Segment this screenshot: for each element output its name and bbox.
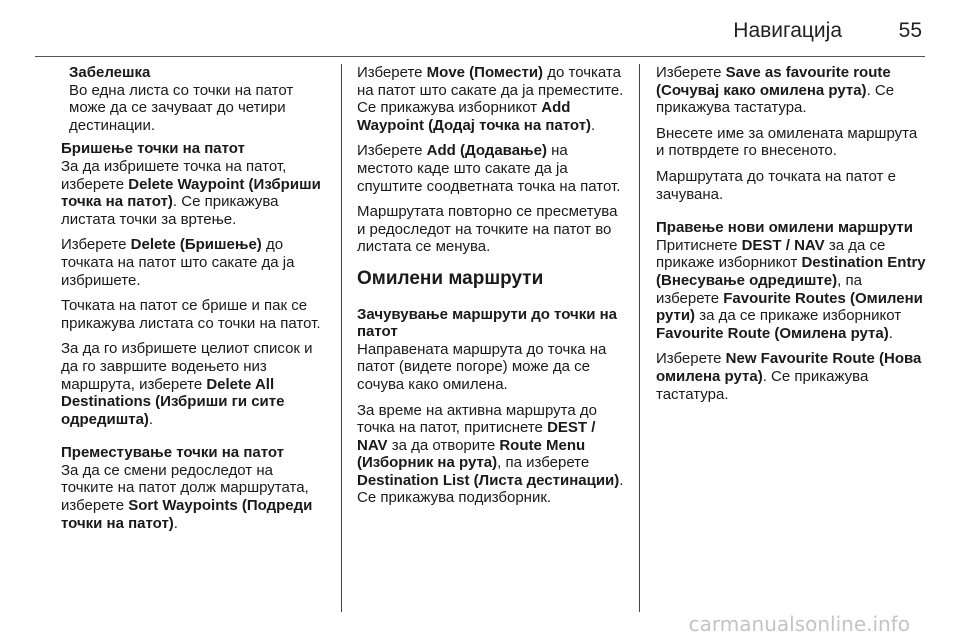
paragraph: Внесете име за омилената маршрута и потврдете го внесеното. xyxy=(656,124,918,160)
key-reference: DEST / NAV xyxy=(741,236,825,254)
menu-reference: Sort Waypoints (Подреди точки на патот) xyxy=(61,497,313,532)
paragraph: За да го избришете целиот список и да го завршите водењето низ маршрута, изберете Delete All Destinations (Избриши ги сите одредишта). xyxy=(61,340,313,428)
note-text: Во една листа со точки на патот може да се зачуваат до четири дестинации. xyxy=(69,81,294,134)
paragraph: Изберете New Favourite Route (Нова омилена рута). Се прикажува тастатура. xyxy=(656,350,922,403)
page-header xyxy=(0,0,960,56)
menu-reference: Delete (Бришење) xyxy=(130,236,262,254)
paragraph: Изберете Add (Додавање) на местото каде што сакате да ја спуштите соодветната точка на патот. xyxy=(357,142,621,195)
menu-reference: Favourite Route (Омилена рута) xyxy=(656,324,889,342)
column-3 xyxy=(656,64,926,612)
note-box xyxy=(61,64,329,134)
menu-reference: Delete Waypoint (Избриши точка на патот) xyxy=(61,175,321,211)
menu-reference: Delete All Destinations (Избриши ги сите одредишта) xyxy=(61,375,285,428)
section-heading: Бришење точки на патот xyxy=(61,140,245,158)
menu-reference: Add Waypoint (Додај точка на патот) xyxy=(357,99,592,134)
column-divider xyxy=(341,64,342,612)
menu-reference: Destination Entry (Внесување одредиште) xyxy=(656,254,926,289)
watermark: carmanualsonline.info xyxy=(688,612,910,636)
menu-reference: Destination List (Листа дестинации) xyxy=(357,471,620,489)
key-reference: DEST / NAV xyxy=(357,419,596,454)
paragraph: Изберете Save as favourite route (Сочувај како омилена рута). Се прикажува тастатура. xyxy=(656,64,895,117)
column-2 xyxy=(357,64,627,612)
page-number: 55 xyxy=(898,19,922,42)
paragraph: Точката на патот се брише и пак се прикажува листата со точки на патот. xyxy=(61,297,321,332)
menu-reference: Add (Додавање) xyxy=(426,142,547,160)
menu-reference: Move (Помести) xyxy=(426,64,544,81)
paragraph: За да се смени редоследот на точките на патот долж маршрутата, изберете Sort Waypoints (Подреди точки на патот). xyxy=(61,461,313,532)
section-heading: Зачувување маршрути до точки на патот xyxy=(357,305,618,341)
section-heading: Правење нови омилени маршрути xyxy=(656,219,913,237)
menu-reference: New Favourite Route (Нова омилена рута) xyxy=(656,350,922,385)
menu-reference: Favourite Routes (Омилени рути) xyxy=(656,289,923,325)
section-heading: Преместување точки на патот xyxy=(61,444,285,462)
column-1 xyxy=(61,64,329,612)
menu-reference: Route Menu (Изборник на рута) xyxy=(357,436,586,472)
section-title: Омилени маршрути xyxy=(357,267,544,289)
note-title: Забелешка xyxy=(69,64,151,81)
menu-reference: Save as favourite route (Сочувај како омилена рута) xyxy=(656,64,891,99)
paragraph: За време на активна маршрута до точка на патот, притиснете DEST / NAV за да отворите Route Menu (Изборник на рута), па изберете Destination List (Листа дестинации). Се прикажува подизборник. xyxy=(357,401,624,507)
paragraph: Маршрутата до точката на патот е зачувана. xyxy=(656,167,896,203)
page-title: Навигација xyxy=(733,19,842,42)
paragraph: Изберете Delete (Бришење) до точката на патот што сакате да ја избришете. xyxy=(61,236,295,289)
paragraph: Маршрутата повторно се пресметува и редоследот на точките на патот во листата се менува. xyxy=(357,203,618,256)
paragraph: Изберете Move (Помести) до точката на патот што сакате да ја преместите. Се прикажува изборникот Add Waypoint (Додај точка на патот). xyxy=(357,64,624,134)
column-divider xyxy=(639,64,640,612)
header-rule xyxy=(35,56,925,57)
paragraph: Направената маршрута до точка на патот (видете погоре) може да се сочува како омилена. xyxy=(357,340,607,393)
paragraph: Притиснете DEST / NAV за да се прикаже изборникот Destination Entry (Внесување одредиште), па изберете Favourite Routes (Омилени рути) за да се прикаже изборникот Favourite Route (Омилена рута). xyxy=(656,236,926,342)
paragraph: За да избришете точка на патот, изберете Delete Waypoint (Избриши точка на патот). Се прикажува листата точки за вртење. xyxy=(61,157,321,228)
